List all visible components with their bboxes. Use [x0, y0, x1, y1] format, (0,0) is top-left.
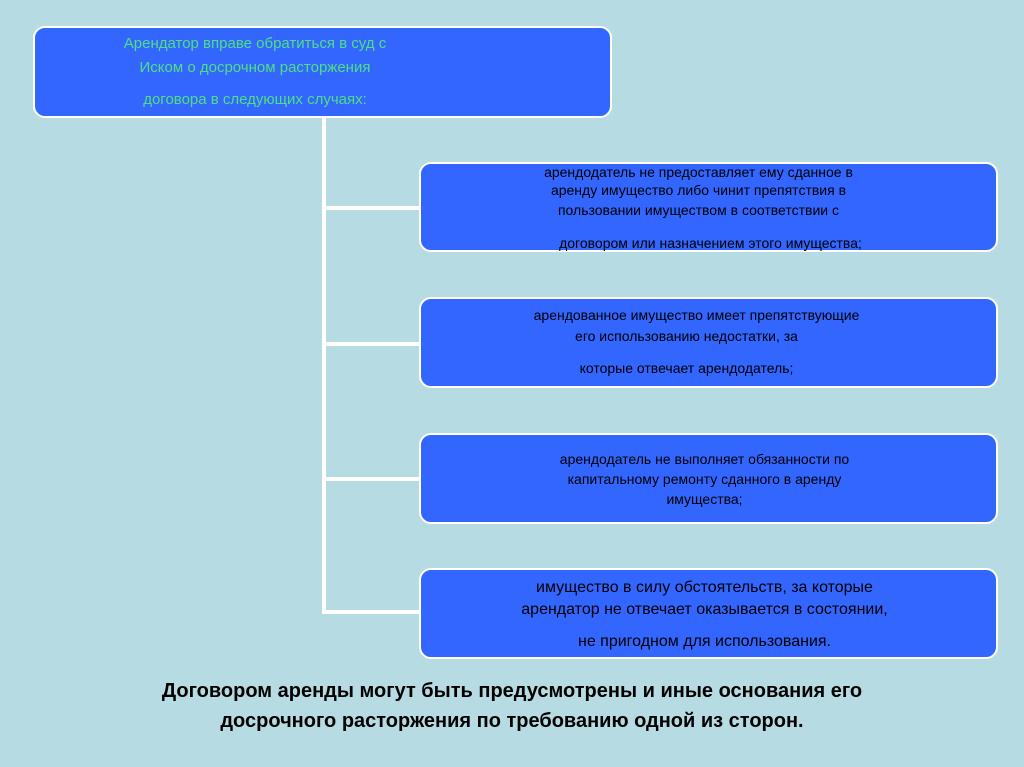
case-4-line-3: не пригодном для использования.	[578, 633, 831, 650]
case-3-line-2: капитальному ремонту сданного в аренду	[567, 471, 842, 487]
connector-branch-1	[322, 206, 420, 210]
case-1-line-2: аренду имущество либо чинит препятствия в	[550, 182, 847, 198]
case-1-line-3: пользовании имуществом в соответствии с	[557, 202, 840, 218]
case-3-line-1: арендодатель не выполняет обязанности по	[559, 451, 850, 467]
footer-line-1: Договором аренды могут быть предусмотрены и иные основания его	[161, 680, 863, 702]
header-line-2: Иском о досрочном расторжения	[139, 59, 371, 76]
case-box-1	[419, 162, 998, 252]
connector-branch-3	[322, 477, 420, 481]
case-1-line-1: арендодатель не предоставляет ему сданное в	[544, 164, 853, 180]
case-4-line-1: имущество в силу обстоятельств, за которые	[536, 579, 873, 596]
case-2-line-3: которые отвечает арендодатель;	[579, 360, 794, 376]
connector-trunk	[322, 118, 326, 614]
header-line-1: Арендатор вправе обратиться в суд с	[123, 35, 387, 52]
case-2-line-2: его использованию недостатки, за	[575, 328, 798, 344]
case-2-line-1: арендованное имущество имеет препятствующие	[533, 307, 860, 323]
case-4-line-2: арендатор не отвечает оказывается в состоянии,	[521, 601, 888, 618]
connector-branch-4	[322, 610, 420, 614]
case-3-line-3: имущества;	[666, 491, 743, 507]
case-box-2	[419, 297, 998, 388]
case-1-line-4: договором или назначением этого имущества;	[559, 235, 862, 251]
header-box	[33, 26, 612, 118]
footer-line-2: досрочного расторжения по требованию одной из сторон.	[220, 710, 804, 732]
case-box-4	[419, 568, 998, 659]
footer-note	[0, 676, 1024, 736]
header-line-3: договора в следующих случаях:	[143, 91, 367, 108]
case-box-3	[419, 433, 998, 524]
